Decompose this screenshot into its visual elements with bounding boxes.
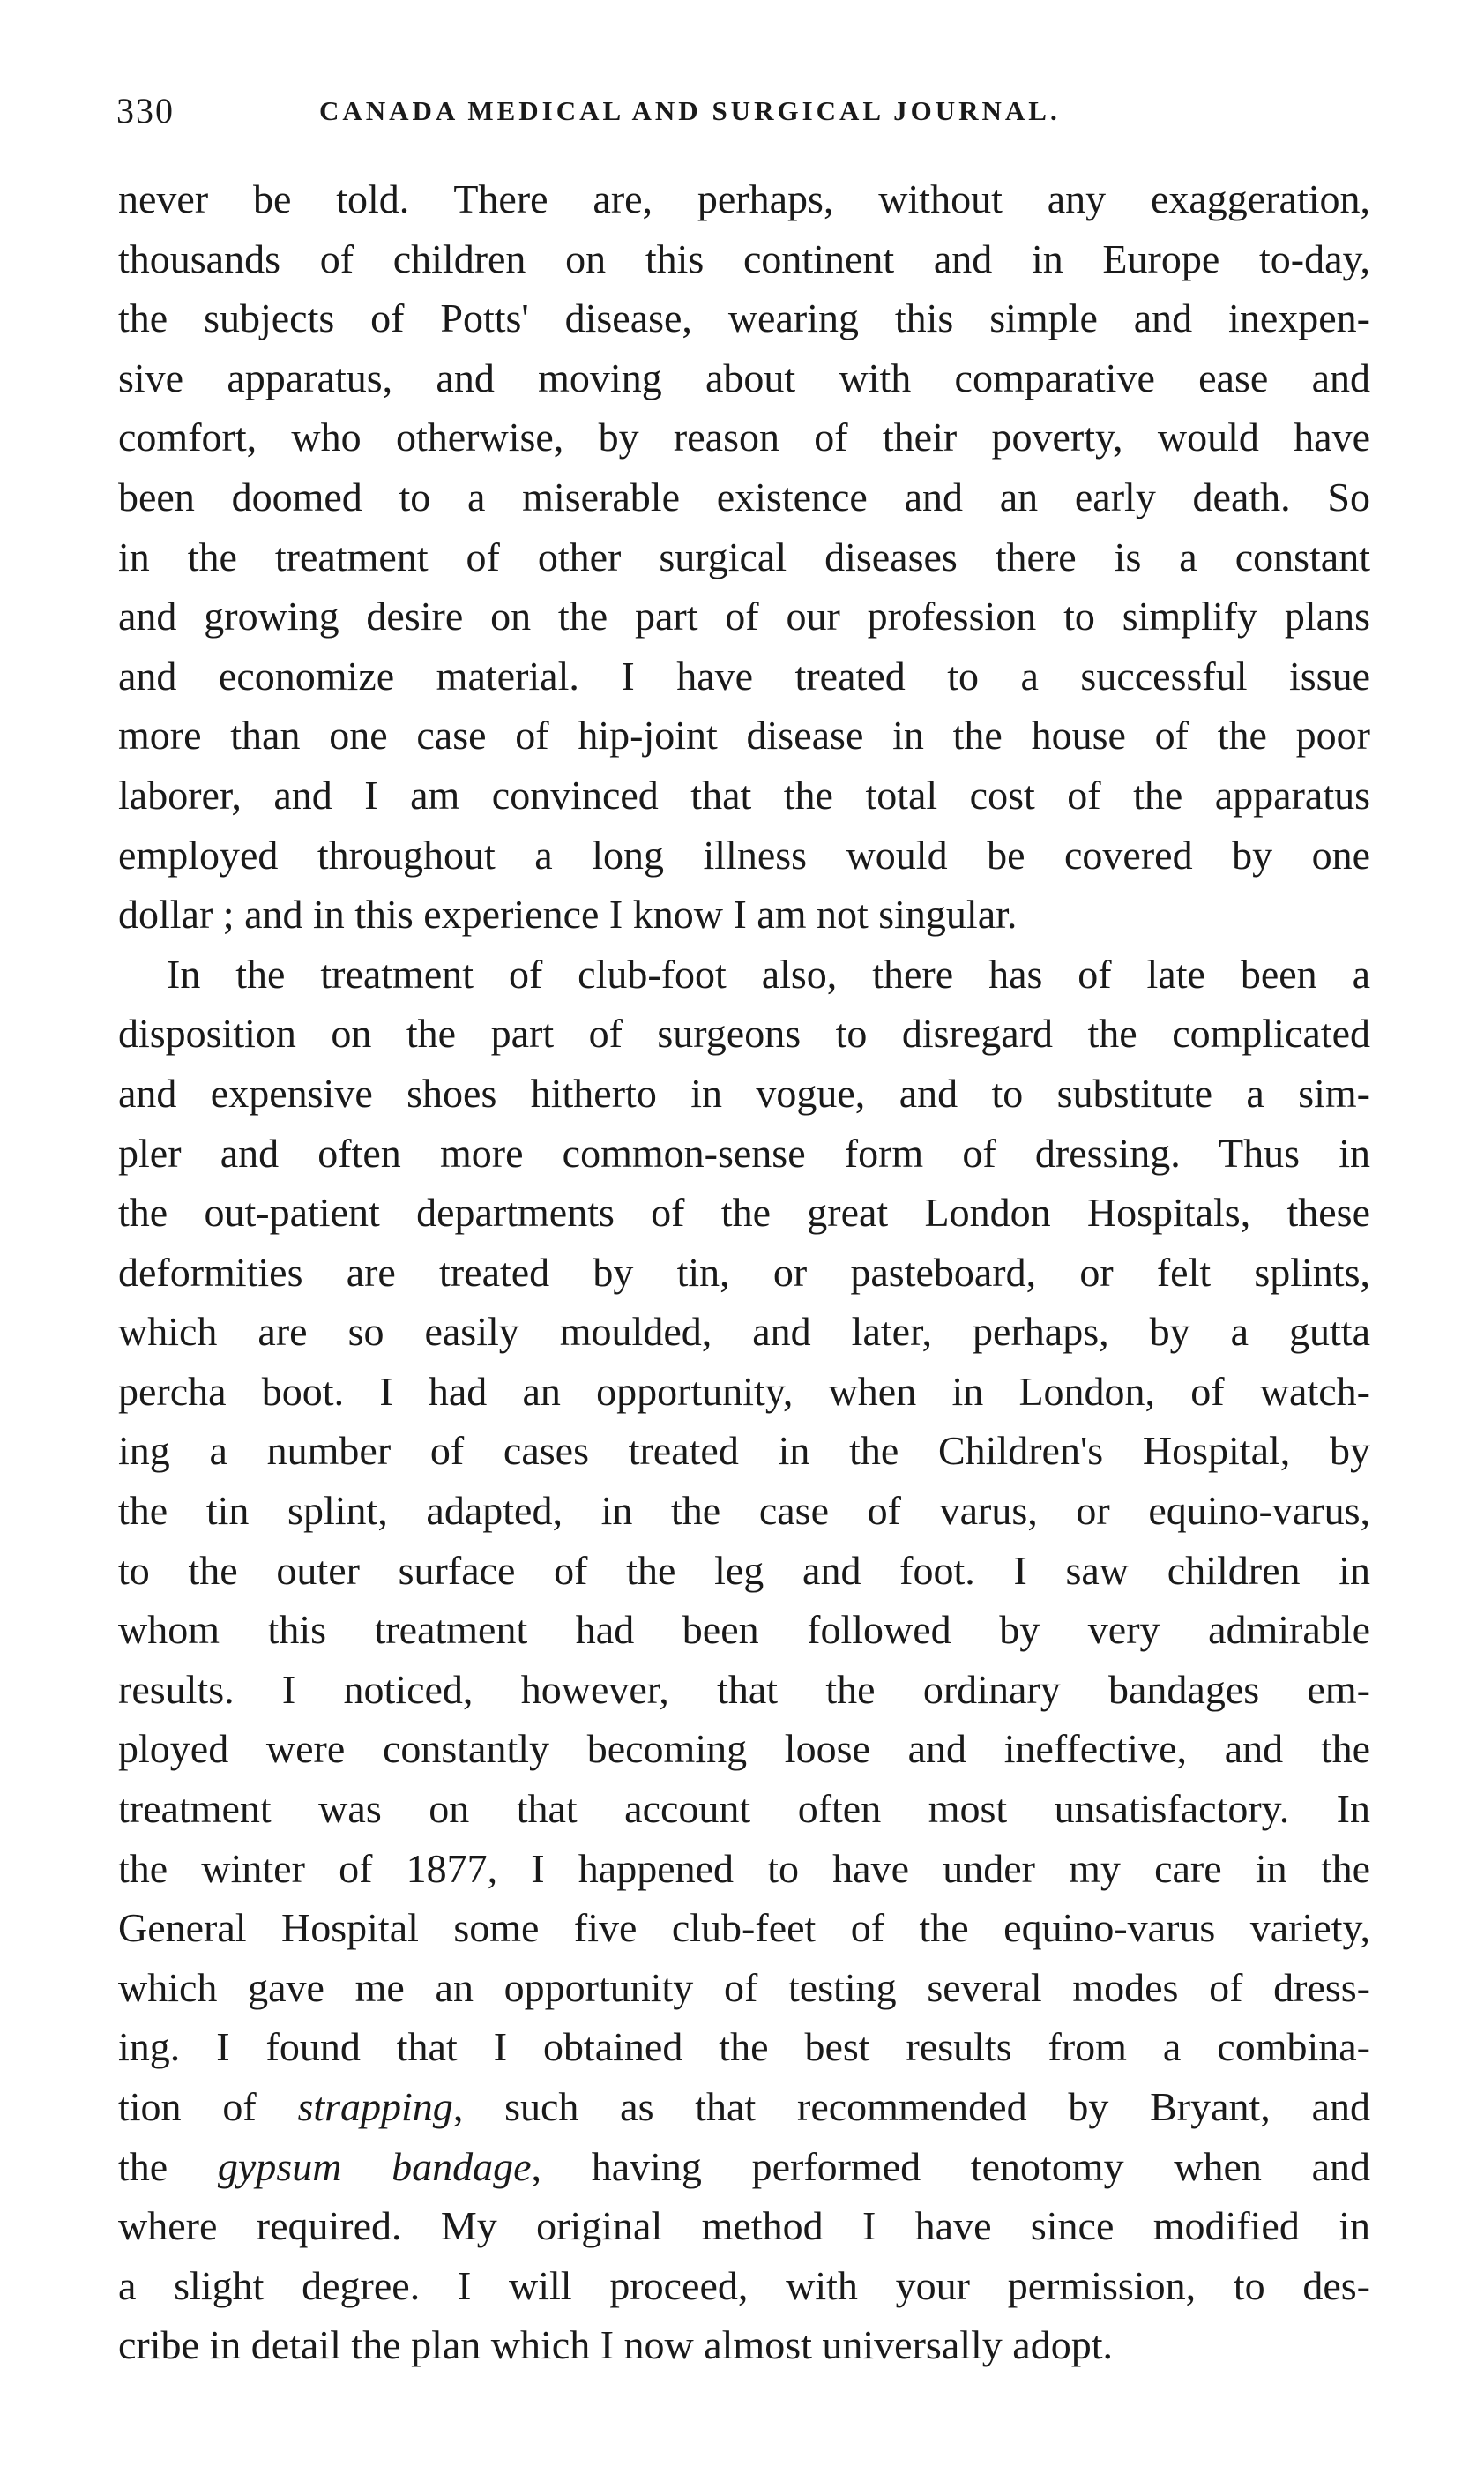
text-line: the subjects of Potts' disease, wearing this simple and inexpen- xyxy=(118,295,1370,341)
text-line: In the treatment of club-foot also, there has of late been a xyxy=(167,951,1370,997)
text-line xyxy=(118,2077,1370,2137)
text-line: the tin splint, adapted, in the case of varus, or equino-varus, xyxy=(118,1488,1370,1534)
text-line: the out-patient departments of the great London Hospitals, these xyxy=(118,1190,1370,1236)
text-line: percha boot. I had an opportunity, when in London, of watch- xyxy=(118,1368,1370,1414)
text-line: disposition on the part of surgeons to disregard the complicated xyxy=(118,1011,1370,1057)
text-line: in the treatment of other surgical diseases there is a constant xyxy=(118,534,1370,579)
text-line: never be told. There are, perhaps, without any exaggeration, xyxy=(118,176,1370,221)
running-head: CANADA MEDICAL AND SURGICAL JOURNAL. xyxy=(319,95,1061,126)
paragraph-2 xyxy=(118,945,1370,2375)
text-line: employed throughout a long illness would be covered by one xyxy=(118,832,1370,878)
text-run: , having performed tenotomy when and xyxy=(531,2143,1371,2189)
italic-term-gypsum-bandage: gypsum bandage xyxy=(217,2143,532,2189)
text-line: and expensive shoes hitherto in vogue, and to substitute a sim- xyxy=(118,1070,1370,1116)
text-line: thousands of children on this continent and in Europe to-day, xyxy=(118,235,1370,281)
paragraph-1 xyxy=(118,169,1370,945)
text-line: ing. I found that I obtained the best results from a combina- xyxy=(118,2024,1370,2070)
text-line: which gave me an opportunity of testing several modes of dress- xyxy=(118,1964,1370,2010)
text-line: dollar ; and in this experience I know I am not singular. xyxy=(118,892,1018,938)
text-line: which are so easily moulded, and later, perhaps, by a gutta xyxy=(118,1309,1370,1355)
text-line: a slight degree. I will proceed, with your permission, to des- xyxy=(118,2262,1370,2308)
text-line: pler and often more common-sense form of dressing. Thus in xyxy=(118,1130,1370,1176)
text-line: treatment was on that account often most unsatisfactory. In xyxy=(118,1786,1370,1832)
text-line: to the outer surface of the leg and foot. I saw children in xyxy=(118,1547,1370,1593)
text-line: deformities are treated by tin, or pasteboard, or felt splints, xyxy=(118,1249,1370,1295)
text-run: tion of xyxy=(118,2084,298,2129)
text-line: whom this treatment had been followed by very admirable xyxy=(118,1607,1370,1653)
text-line: comfort, who otherwise, by reason of their poverty, would have xyxy=(118,415,1370,460)
text-line: more than one case of hip-joint disease in the house of the poor xyxy=(118,713,1370,759)
text-line: results. I noticed, however, that the ordinary bandages em- xyxy=(118,1666,1370,1712)
text-run: , such as that recommended by Bryant, and xyxy=(452,2084,1370,2129)
text-line: sive apparatus, and moving about with comparative ease and xyxy=(118,355,1370,400)
text-line: ployed were constantly becoming loose and ineffective, and the xyxy=(118,1726,1370,1772)
text-line: been doomed to a miserable existence and an early death. So xyxy=(118,474,1370,519)
text-line: ing a number of cases treated in the Children's Hospital, by xyxy=(118,1428,1370,1474)
text-line xyxy=(118,2137,1370,2197)
text-line: where required. My original method I have since modified in xyxy=(118,2203,1370,2249)
text-line: General Hospital some five club-feet of the equino-varus variety, xyxy=(118,1905,1370,1951)
text-line: the winter of 1877, I happened to have under my care in the xyxy=(118,1845,1370,1891)
text-line: and economize material. I have treated to a successful issue xyxy=(118,653,1370,699)
body-text xyxy=(118,169,1370,2375)
text-line: cribe in detail the plan which I now almost universally adopt. xyxy=(118,2322,1113,2368)
page-number: 330 xyxy=(116,91,175,131)
text-line: and growing desire on the part of our profession to simplify plans xyxy=(118,594,1370,639)
italic-term-strapping: strapping xyxy=(297,2084,453,2129)
page-header xyxy=(116,85,1368,138)
text-line: laborer, and I am convinced that the total cost of the apparatus xyxy=(118,772,1370,818)
text-run: the xyxy=(118,2143,218,2189)
